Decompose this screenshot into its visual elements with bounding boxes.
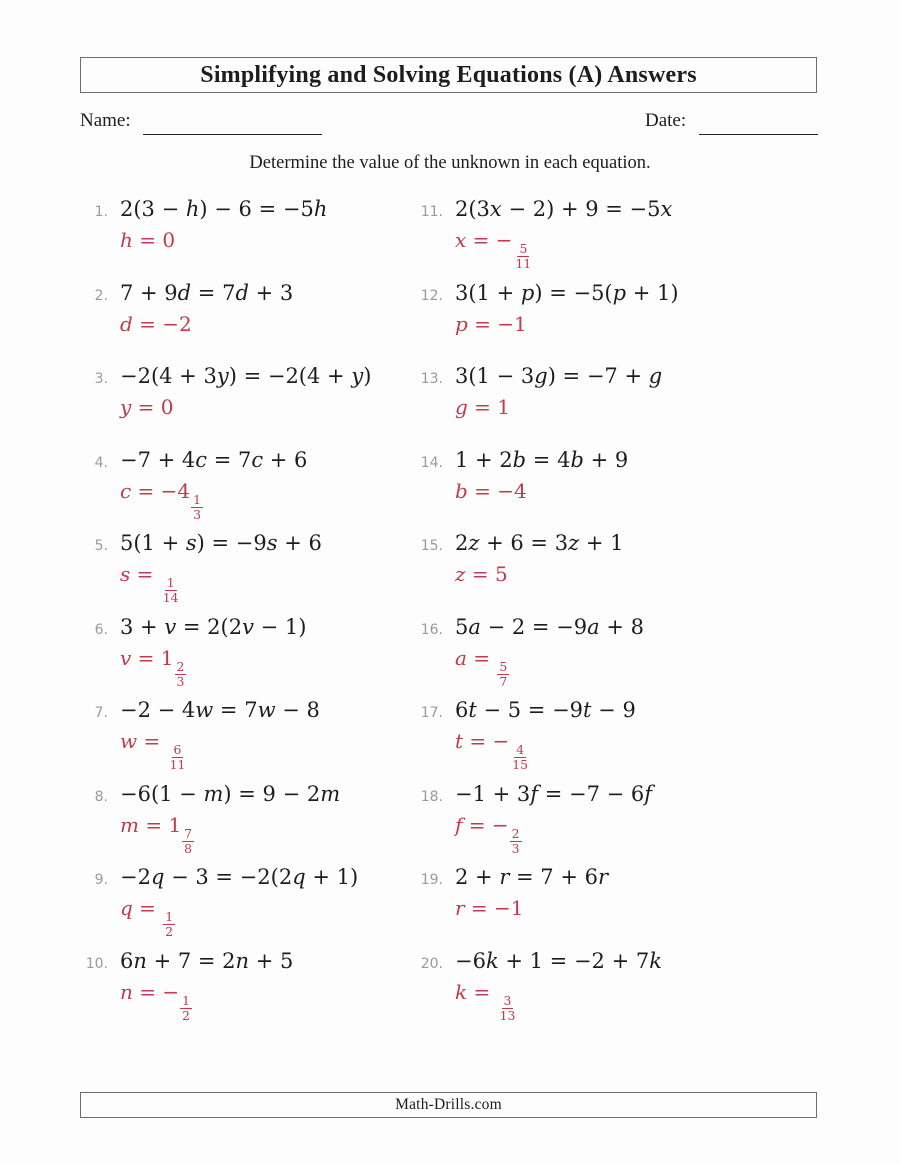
- problem: [407, 363, 742, 447]
- equation: 7 + 9d = 7d + 3: [120, 280, 294, 305]
- problem: [72, 363, 407, 447]
- answer: r = −1: [455, 896, 524, 920]
- answer: w = $\frac{6}{11}$: [120, 729, 186, 773]
- problem-number: 7.: [94, 705, 108, 721]
- problem-number: 8.: [94, 788, 108, 805]
- fraction: $\frac{2}{3}$: [511, 825, 520, 856]
- answer: p = −1: [455, 311, 527, 336]
- answer: s = $\frac{1}{14}$: [120, 562, 179, 606]
- problem-number: 11.: [420, 204, 443, 220]
- answer: b = −4: [455, 478, 527, 503]
- fraction: $\frac{5}{7}$: [499, 658, 508, 689]
- problem-number: 3.: [94, 371, 108, 387]
- fraction: $\frac{1}{2}$: [182, 992, 191, 1023]
- problem: [407, 447, 742, 531]
- answer: y = 0: [120, 395, 174, 419]
- answer: q = $\frac{1}{2}$: [120, 896, 174, 940]
- problem: [72, 614, 407, 698]
- equation: 5a − 2 = −9a + 8: [455, 614, 644, 639]
- problem-number: 2.: [94, 287, 108, 304]
- problem-number: 9.: [94, 872, 108, 888]
- problem-number: 15.: [420, 538, 443, 554]
- equation: 3(1 − 3g) = −7 + g: [455, 364, 663, 388]
- answer: h = 0: [120, 228, 176, 252]
- fraction: $\frac{1}{3}$: [193, 491, 202, 522]
- problem-number: 16.: [420, 621, 443, 638]
- answer: t = − $\frac{4}{15}$: [455, 729, 529, 773]
- problems-column-right: [407, 196, 742, 1031]
- equation: 6t − 5 = −9t − 9: [455, 698, 636, 722]
- fraction: $\frac{3}{13}$: [499, 992, 516, 1023]
- name-label: Name:: [80, 110, 131, 131]
- problem: [407, 614, 742, 698]
- problem: [72, 697, 407, 781]
- fraction: $\frac{1}{14}$: [162, 575, 179, 606]
- footer-box: [80, 1092, 817, 1118]
- problem-number: 5.: [94, 538, 108, 554]
- problem: [407, 948, 742, 1032]
- title-box: [80, 57, 817, 93]
- problem-number: 18.: [420, 788, 443, 805]
- problem-number: 6.: [94, 621, 108, 638]
- answer: g = 1: [455, 395, 511, 419]
- answer: c = −4 $\frac{1}{3}$: [120, 478, 202, 522]
- equation: −6(1 − m) = 9 − 2m: [120, 781, 341, 806]
- problem: [407, 864, 742, 948]
- answer: k = $\frac{3}{13}$: [455, 979, 516, 1023]
- problem-number: 1.: [94, 204, 108, 220]
- problems-column-left: [72, 196, 407, 1031]
- problem: [72, 864, 407, 948]
- equation: 2z + 6 = 3z + 1: [455, 531, 624, 555]
- problem: [72, 948, 407, 1032]
- problem: [407, 530, 742, 614]
- problem: [72, 530, 407, 614]
- answer: f = − $\frac{2}{3}$: [455, 812, 520, 856]
- date-label: Date:: [645, 110, 687, 131]
- equation: −7 + 4c = 7c + 6: [120, 447, 308, 472]
- equation: 3 + v = 2(2v − 1): [120, 614, 307, 639]
- equation: 2 + r = 7 + 6r: [455, 865, 609, 889]
- equation: 3(1 + p) = −5(p + 1): [455, 280, 679, 305]
- answer: v = 1 $\frac{2}{3}$: [120, 645, 185, 689]
- equation: 2(3 − h) − 6 = −5h: [120, 197, 328, 221]
- problem: [407, 781, 742, 865]
- problem: [407, 280, 742, 364]
- date-blank-line: [699, 110, 818, 135]
- problem-number: 13.: [420, 371, 443, 387]
- problem: [72, 447, 407, 531]
- equation: −2(4 + 3y) = −2(4 + y): [120, 364, 372, 388]
- fraction: $\frac{2}{3}$: [176, 658, 185, 689]
- equation: 1 + 2b = 4b + 9: [455, 447, 629, 472]
- problem: [407, 697, 742, 781]
- problem-number: 17.: [420, 705, 443, 721]
- fraction: $\frac{1}{2}$: [165, 909, 174, 940]
- fraction: $\frac{5}{11}$: [515, 241, 532, 272]
- equation: −2q − 3 = −2(2q + 1): [120, 865, 359, 889]
- problem-number: 4.: [94, 454, 108, 471]
- fraction: $\frac{6}{11}$: [169, 742, 186, 773]
- page-title: Simplifying and Solving Equations (A) Answers: [200, 61, 697, 88]
- equation: 5(1 + s) = −9s + 6: [120, 531, 322, 555]
- problem-number: 20.: [420, 955, 443, 972]
- problem-number: 10.: [85, 955, 108, 972]
- problem: [407, 196, 742, 280]
- equation: 6n + 7 = 2n + 5: [120, 948, 294, 973]
- fraction: $\frac{4}{15}$: [512, 742, 529, 773]
- equation: −1 + 3f = −7 − 6f: [455, 781, 653, 806]
- problem: [72, 781, 407, 865]
- answer: a = $\frac{5}{7}$: [455, 645, 508, 689]
- answer: z = 5: [455, 562, 508, 586]
- problem-number: 14.: [420, 454, 443, 471]
- instruction-text: Determine the value of the unknown in each equation.: [249, 153, 651, 173]
- answer: n = − $\frac{1}{2}$: [120, 979, 191, 1023]
- problem-number: 19.: [420, 872, 443, 888]
- equation: −2 − 4w = 7w − 8: [120, 698, 320, 722]
- answer: m = 1 $\frac{7}{8}$: [120, 812, 193, 856]
- problem: [72, 280, 407, 364]
- answer: x = − $\frac{5}{11}$: [455, 228, 532, 272]
- footer-brand: Math-Drills.com: [395, 1096, 502, 1113]
- problem: [72, 196, 407, 280]
- answer: d = −2: [120, 311, 192, 336]
- fraction: $\frac{7}{8}$: [184, 825, 193, 856]
- equation: −6k + 1 = −2 + 7k: [455, 948, 662, 973]
- equation: 2(3x − 2) + 9 = −5x: [455, 197, 673, 221]
- problem-number: 12.: [420, 287, 443, 304]
- name-blank-line: [143, 110, 322, 135]
